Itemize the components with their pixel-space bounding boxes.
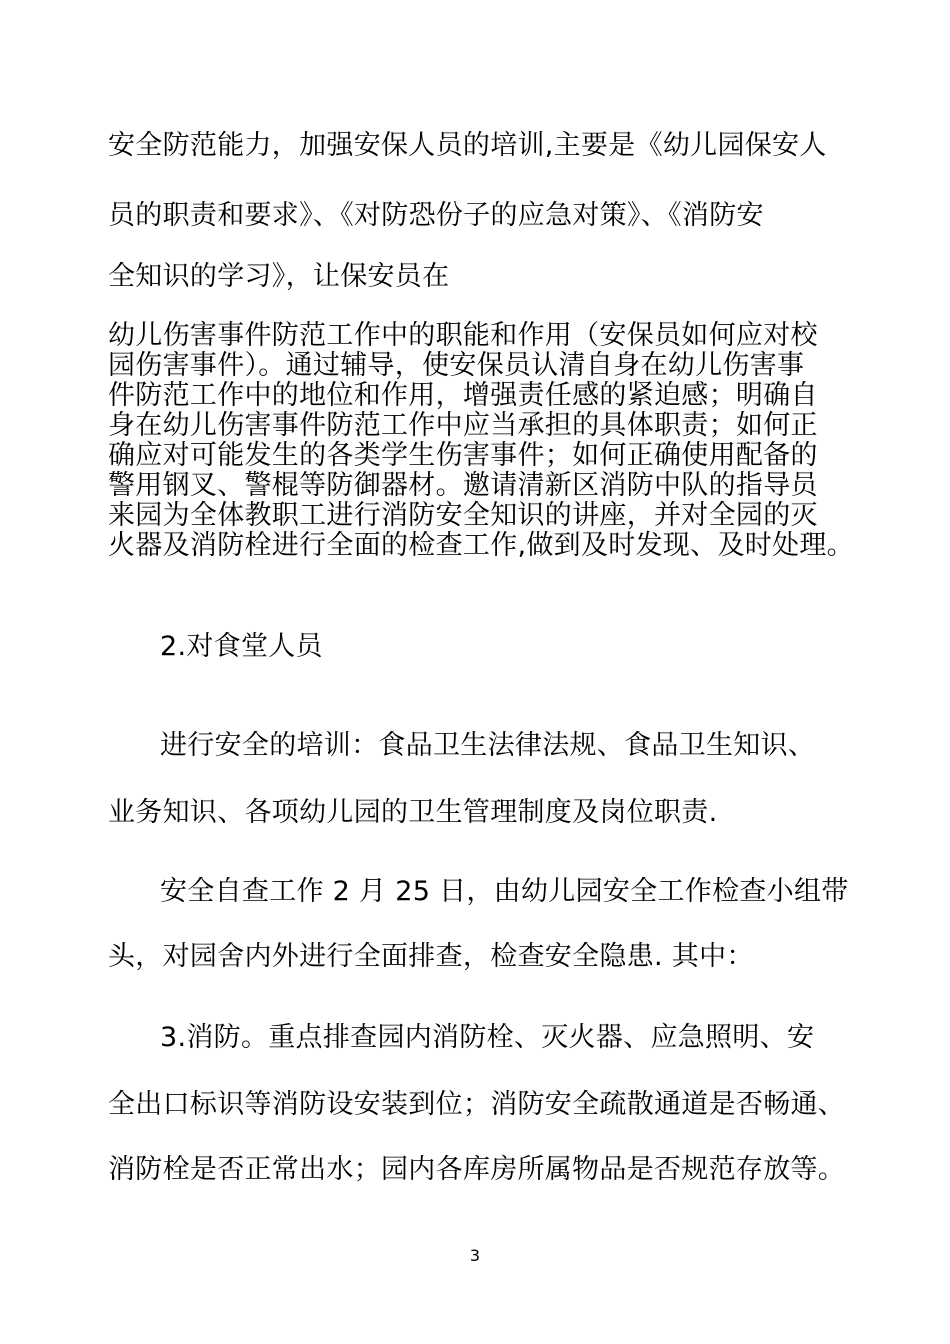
text-line: 全出口标识等消防设安装到位；消防安全疏散通道是否畅通、 (108, 1089, 846, 1120)
text-line: 业务知识、各项幼儿园的卫生管理制度及岗位职责. (108, 797, 718, 828)
text-line: 园伤害事件）。通过辅导，使安保员认清自身在幼儿伤害事 (108, 350, 805, 381)
text-line: 员的职责和要求》、《对防恐份子的应急对策》、《消防安 (108, 200, 764, 231)
text-line: 火器及消防栓进行全面的检查工作,做到及时发现、及时处理。 (108, 530, 854, 561)
text-line: 全知识的学习》，让保安员在 (108, 261, 450, 292)
page-number: 3 (469, 1246, 481, 1265)
text-line: 头，对园舍内外进行全面排查，检查安全隐患. 其中： (108, 941, 754, 972)
dense-paragraph (108, 321, 854, 561)
text-line: 确应对可能发生的各类学生伤害事件；如何正确使用配备的 (108, 440, 818, 471)
text-line: 警用钢叉、警棍等防御器材。邀请清新区消防中队的指导员 (108, 470, 818, 501)
text-line: 幼儿伤害事件防范工作中的职能和作用（安保员如何应对校 (108, 320, 818, 351)
text-line: 3.消防。重点排查园内消防栓、灭火器、应急照明、安 (160, 1022, 815, 1053)
text-line: 来园为全体教职工进行消防安全知识的讲座，并对全园的灭 (108, 500, 818, 531)
text-line: 件防范工作中的地位和作用，增强责任感的紧迫感；明确自 (108, 380, 818, 411)
text-line: 安全防范能力，加强安保人员的培训,主要是《幼儿园保安人 (108, 130, 827, 161)
section-heading: 2.对食堂人员 (160, 631, 323, 662)
text-line: 安全自查工作 2 月 25 日，由幼儿园安全工作检查小组带 (160, 876, 849, 907)
text-line: 进行安全的培训：食品卫生法律法规、食品卫生知识、 (160, 730, 816, 761)
text-line: 消防栓是否正常出水；园内各库房所属物品是否规范存放等。 (108, 1154, 846, 1185)
text-line: 身在幼儿伤害事件防范工作中应当承担的具体职责；如何正 (108, 410, 818, 441)
